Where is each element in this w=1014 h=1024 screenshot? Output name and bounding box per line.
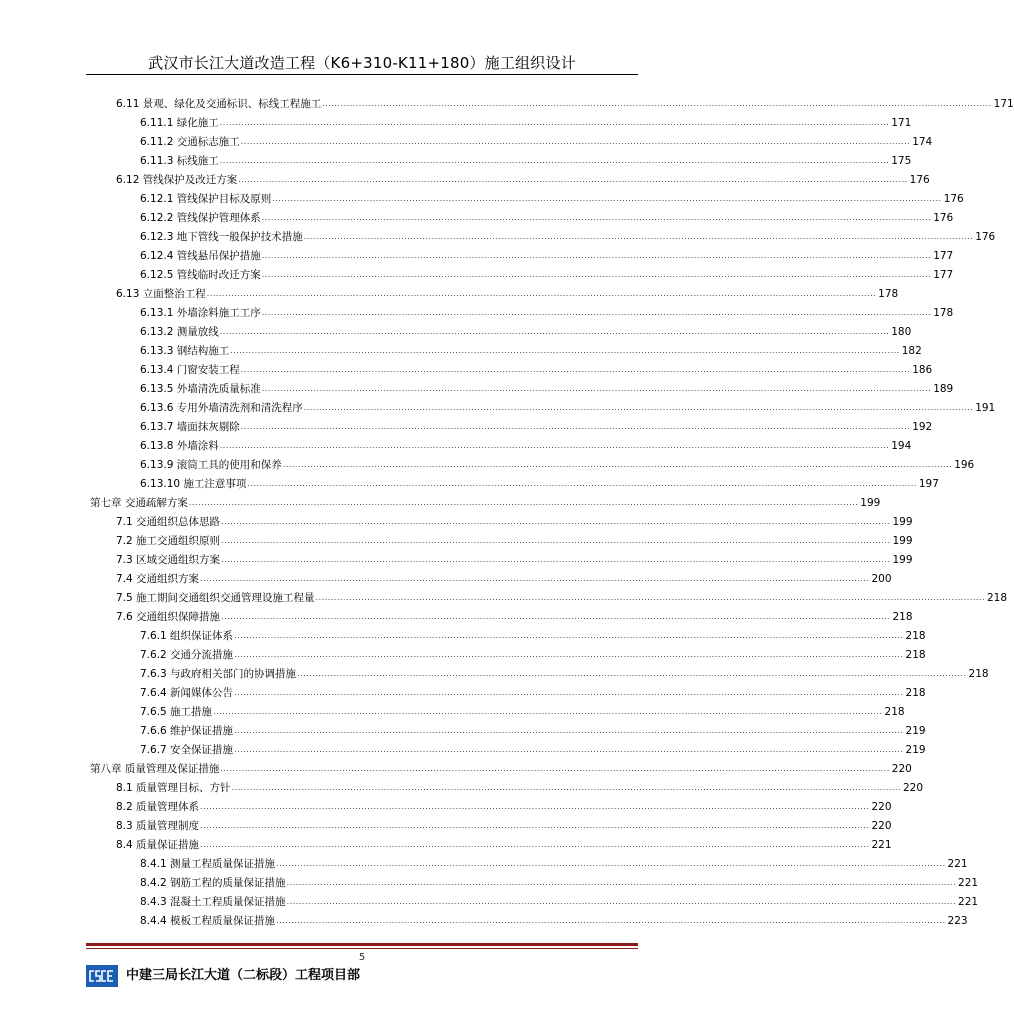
toc-leader-dots: ............................................................................................................................................................................................................................: [230, 346, 900, 355]
toc-leader-dots: ............................................................................................................................................................................................................................: [272, 194, 942, 203]
toc-leader-dots: ............................................................................................................................................................................................................................: [219, 118, 890, 127]
toc-leader-dots: ............................................................................................................................................................................................................................: [234, 745, 904, 754]
toc-entry-label: 7.1 交通组织总体思路: [116, 516, 221, 528]
toc-entry-page: 221: [958, 896, 979, 908]
toc-entry[interactable]: [140, 111, 912, 130]
toc-leader-dots: ............................................................................................................................................................................................................................: [200, 574, 870, 583]
toc-entry-page: 192: [912, 421, 933, 433]
toc-entry-label: 8.4.3 混凝土工程质量保证措施: [140, 896, 286, 908]
toc-entry-label: 7.3 区域交通组织方案: [116, 554, 221, 566]
toc-entry[interactable]: [116, 168, 930, 187]
toc-leader-dots: ............................................................................................................................................................................................................................: [282, 460, 953, 469]
toc-entry[interactable]: [140, 149, 912, 168]
toc-entry-page: 220: [891, 763, 912, 775]
toc-entry-label: 6.13.1 外墙涂料施工工序: [140, 307, 261, 319]
toc-entry-page: 221: [871, 839, 892, 851]
toc-entry-page: 218: [968, 668, 989, 680]
toc-entry-label: 第八章 质量管理及保证措施: [90, 763, 220, 775]
toc-entry-page: 182: [901, 345, 922, 357]
toc-entry[interactable]: [140, 187, 964, 206]
toc-leader-dots: ............................................................................................................................................................................................................................: [221, 517, 891, 526]
toc-entry-page: 220: [871, 820, 892, 832]
toc-entry-label: 7.6.7 安全保证措施: [140, 744, 234, 756]
toc-entry-page: 219: [905, 725, 926, 737]
toc-entry-label: 6.11.2 交通标志施工: [140, 136, 240, 148]
toc-entry-page: 174: [912, 136, 933, 148]
toc-entry-label: 7.6.1 组织保证体系: [140, 630, 234, 642]
toc-entry-page: 191: [975, 402, 996, 414]
toc-entry-label: 7.6.2 交通分流措施: [140, 649, 234, 661]
toc-leader-dots: ............................................................................................................................................................................................................................: [297, 669, 967, 678]
toc-entry-page: 189: [933, 383, 954, 395]
toc-entry[interactable]: [140, 358, 933, 377]
toc-entry-label: 6.13.9 滚筒工具的使用和保养: [140, 459, 282, 471]
toc-entry-label: 6.12 管线保护及改迁方案: [116, 174, 238, 186]
toc-entry[interactable]: [90, 757, 912, 776]
toc-entry-label: 6.12.4 管线悬吊保护措施: [140, 250, 261, 262]
toc-entry-page: 200: [871, 573, 892, 585]
toc-leader-dots: ............................................................................................................................................................................................................................: [220, 764, 890, 773]
toc-leader-dots: ............................................................................................................................................................................................................................: [231, 783, 901, 792]
toc-leader-dots: ............................................................................................................................................................................................................................: [247, 479, 917, 488]
toc-leader-dots: ............................................................................................................................................................................................................................: [200, 802, 870, 811]
toc-entry[interactable]: [140, 643, 926, 662]
toc-leader-dots: ............................................................................................................................................................................................................................: [286, 878, 957, 887]
toc-leader-dots: ............................................................................................................................................................................................................................: [261, 251, 932, 260]
toc-entry-page: 220: [871, 801, 892, 813]
toc-leader-dots: ............................................................................................................................................................................................................................: [219, 441, 890, 450]
toc-entry-page: 176: [943, 193, 964, 205]
toc-entry-page: 194: [891, 440, 912, 452]
toc-entry[interactable]: [140, 244, 954, 263]
toc-entry[interactable]: [116, 776, 924, 795]
cscec-logo-glyph: [88, 968, 116, 984]
toc-leader-dots: ............................................................................................................................................................................................................................: [276, 859, 946, 868]
toc-entry[interactable]: [140, 225, 996, 244]
toc-entry[interactable]: [140, 700, 905, 719]
toc-leader-dots: ............................................................................................................................................................................................................................: [303, 232, 974, 241]
toc-entry[interactable]: [140, 301, 954, 320]
toc-entry[interactable]: [140, 472, 939, 491]
toc-entry-label: 6.13.5 外墙清洗质量标准: [140, 383, 261, 395]
toc-leader-dots: ............................................................................................................................................................................................................................: [221, 612, 891, 621]
toc-entry-label: 6.13.4 门窗安装工程: [140, 364, 240, 376]
toc-entry-page: 218: [905, 687, 926, 699]
toc-leader-dots: ............................................................................................................................................................................................................................: [286, 897, 957, 906]
toc-leader-dots: ............................................................................................................................................................................................................................: [303, 403, 974, 412]
page-header-title: 武汉市长江大道改造工程（K6+310-K11+180）施工组织设计: [148, 54, 576, 72]
toc-entry-page: 218: [905, 630, 926, 642]
toc-entry-label: 7.6.3 与政府相关部门的协调措施: [140, 668, 297, 680]
toc-leader-dots: ............................................................................................................................................................................................................................: [219, 327, 890, 336]
toc-entry-page: 219: [905, 744, 926, 756]
toc-entry-label: 7.5 施工期间交通组织交通管理设施工程量: [116, 592, 315, 604]
toc-entry[interactable]: [140, 681, 926, 700]
toc-entry-label: 7.6.6 维护保证措施: [140, 725, 234, 737]
toc-entry-page: 176: [909, 174, 930, 186]
toc-entry[interactable]: [140, 434, 912, 453]
toc-entry[interactable]: [140, 852, 968, 871]
toc-entry[interactable]: [140, 320, 912, 339]
toc-entry-label: 7.2 施工交通组织原则: [116, 535, 221, 547]
toc-entry-page: 177: [933, 269, 954, 281]
toc-entry-label: 6.13 立面整治工程: [116, 288, 206, 300]
toc-entry[interactable]: [140, 909, 968, 928]
toc-entry-label: 7.6.4 新闻媒体公告: [140, 687, 234, 699]
toc-entry-page: 178: [933, 307, 954, 319]
toc-leader-dots: ............................................................................................................................................................................................................................: [276, 916, 946, 925]
toc-entry-label: 8.4 质量保证措施: [116, 839, 200, 851]
toc-leader-dots: ............................................................................................................................................................................................................................: [234, 631, 904, 640]
toc-entry-page: 220: [903, 782, 924, 794]
toc-entry-page: 218: [892, 611, 913, 623]
toc-entry-label: 6.13.3 钢结构施工: [140, 345, 230, 357]
toc-entry[interactable]: [140, 206, 954, 225]
toc-entry-label: 7.6.5 施工措施: [140, 706, 213, 718]
toc-entry[interactable]: [140, 719, 926, 738]
toc-entry-label: 6.13.2 测量放线: [140, 326, 219, 338]
toc-entry[interactable]: [140, 263, 954, 282]
toc-leader-dots: ............................................................................................................................................................................................................................: [200, 840, 870, 849]
toc-entry[interactable]: [140, 396, 996, 415]
toc-entry[interactable]: [140, 377, 954, 396]
toc-entry[interactable]: [116, 282, 899, 301]
toc-leader-dots: ............................................................................................................................................................................................................................: [221, 536, 891, 545]
toc-entry[interactable]: [140, 130, 933, 149]
toc-entry[interactable]: [140, 871, 979, 890]
toc-entry-page: 218: [905, 649, 926, 661]
toc-entry-page: 199: [892, 535, 913, 547]
footer-rule-thin: [86, 948, 638, 949]
toc-entry-page: 176: [933, 212, 954, 224]
toc-entry-label: 6.13.6 专用外墙清洗剂和清洗程序: [140, 402, 303, 414]
toc-leader-dots: ............................................................................................................................................................................................................................: [261, 270, 932, 279]
toc-entry[interactable]: [116, 567, 892, 586]
toc-entry[interactable]: [140, 662, 989, 681]
toc-entry-label: 8.4.2 钢筋工程的质量保证措施: [140, 877, 286, 889]
toc-entry-label: 6.11.1 绿化施工: [140, 117, 219, 129]
toc-leader-dots: ............................................................................................................................................................................................................................: [234, 726, 904, 735]
toc-entry-label: 6.13.8 外墙涂料: [140, 440, 219, 452]
toc-leader-dots: ............................................................................................................................................................................................................................: [188, 498, 859, 507]
toc-entry-label: 6.11.3 标线施工: [140, 155, 219, 167]
toc-leader-dots: ............................................................................................................................................................................................................................: [206, 289, 877, 298]
toc-leader-dots: ............................................................................................................................................................................................................................: [240, 422, 911, 431]
toc-entry[interactable]: [140, 415, 933, 434]
toc-leader-dots: ............................................................................................................................................................................................................................: [213, 707, 883, 716]
toc-entry-label: 8.4.4 模板工程质量保证措施: [140, 915, 276, 927]
toc-entry-page: 178: [878, 288, 899, 300]
toc-entry[interactable]: [140, 738, 926, 757]
toc-entry[interactable]: [140, 339, 922, 358]
toc-entry-label: 6.12.1 管线保护目标及原则: [140, 193, 272, 205]
toc-entry[interactable]: [116, 548, 913, 567]
toc-entry-page: 171: [993, 98, 1014, 110]
toc-leader-dots: ............................................................................................................................................................................................................................: [234, 650, 904, 659]
toc-entry[interactable]: [116, 586, 1008, 605]
toc-entry-page: 197: [918, 478, 939, 490]
toc-entry[interactable]: [140, 890, 979, 909]
toc-entry[interactable]: [116, 529, 913, 548]
toc-entry-page: 176: [975, 231, 996, 243]
toc-entry-page: 171: [891, 117, 912, 129]
toc-entry-page: 199: [892, 554, 913, 566]
toc-entry-label: 6.11 景观、绿化及交通标识、标线工程施工: [116, 98, 322, 110]
toc-entry-page: 218: [884, 706, 905, 718]
toc-leader-dots: ............................................................................................................................................................................................................................: [261, 308, 932, 317]
toc-entry[interactable]: [116, 795, 892, 814]
toc-leader-dots: ............................................................................................................................................................................................................................: [261, 384, 932, 393]
toc-entry-label: 8.1 质量管理目标、方针: [116, 782, 231, 794]
toc-entry-page: 196: [954, 459, 975, 471]
footer-rule-thick: [86, 943, 638, 946]
toc-entry[interactable]: [116, 510, 913, 529]
toc-entry-label: 6.13.7 墙面抹灰剔除: [140, 421, 240, 433]
toc-leader-dots: ............................................................................................................................................................................................................................: [238, 175, 908, 184]
toc-entry-label: 6.13.10 施工注意事项: [140, 478, 247, 490]
toc-entry-page: 221: [947, 858, 968, 870]
footer-org-name: 中建三局长江大道（二标段）工程项目部: [126, 968, 361, 983]
toc-entry-label: 7.6 交通组织保障措施: [116, 611, 221, 623]
toc-entry-page: 199: [892, 516, 913, 528]
toc-leader-dots: ............................................................................................................................................................................................................................: [234, 688, 904, 697]
toc-entry-page: 218: [987, 592, 1008, 604]
toc-leader-dots: ............................................................................................................................................................................................................................: [219, 156, 890, 165]
toc-leader-dots: ............................................................................................................................................................................................................................: [322, 99, 992, 108]
toc-entry-page: 177: [933, 250, 954, 262]
toc-entry-label: 8.2 质量管理体系: [116, 801, 200, 813]
toc-entry-label: 第七章 交通疏解方案: [90, 497, 188, 509]
toc-entry-label: 6.12.2 管线保护管理体系: [140, 212, 261, 224]
toc-entry-label: 6.12.3 地下管线一般保护技术措施: [140, 231, 303, 243]
toc-entry-page: 180: [891, 326, 912, 338]
toc-leader-dots: ............................................................................................................................................................................................................................: [261, 213, 932, 222]
page-number: 5: [358, 952, 366, 963]
toc-entry-page: 186: [912, 364, 933, 376]
toc-entry[interactable]: [140, 624, 926, 643]
toc-entry[interactable]: [116, 814, 892, 833]
toc-entry-page: 221: [958, 877, 979, 889]
toc-leader-dots: ............................................................................................................................................................................................................................: [221, 555, 891, 564]
toc-entry-page: 223: [947, 915, 968, 927]
toc-entry[interactable]: [116, 833, 892, 852]
toc-entry[interactable]: [90, 491, 881, 510]
toc-leader-dots: ............................................................................................................................................................................................................................: [315, 593, 985, 602]
toc-leader-dots: ............................................................................................................................................................................................................................: [240, 365, 911, 374]
toc-entry-page: 175: [891, 155, 912, 167]
toc-leader-dots: ............................................................................................................................................................................................................................: [240, 137, 911, 146]
toc-entry-label: 7.4 交通组织方案: [116, 573, 200, 585]
toc-entry[interactable]: [116, 605, 913, 624]
toc-entry[interactable]: [116, 92, 1014, 111]
toc-entry-label: 8.4.1 测量工程质量保证措施: [140, 858, 276, 870]
toc-entry[interactable]: [140, 453, 975, 472]
cscec-logo-icon: [86, 965, 118, 987]
header-rule: [86, 74, 638, 75]
toc-entry-page: 199: [860, 497, 881, 509]
toc-leader-dots: ............................................................................................................................................................................................................................: [200, 821, 870, 830]
toc-entry-label: 8.3 质量管理制度: [116, 820, 200, 832]
toc-entry-label: 6.12.5 管线临时改迁方案: [140, 269, 261, 281]
